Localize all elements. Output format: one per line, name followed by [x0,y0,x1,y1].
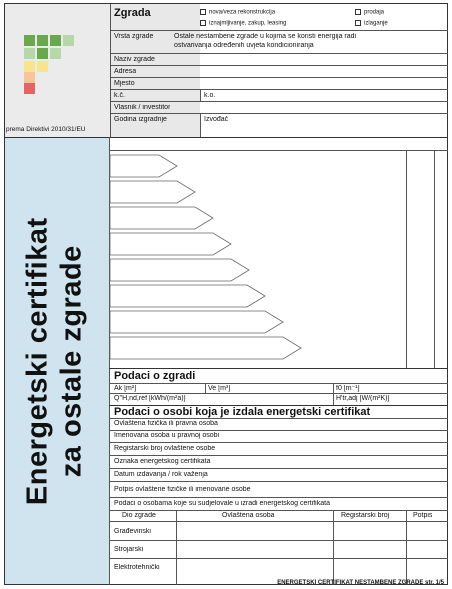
title-line-1: Energetski certifikat [21,217,54,505]
checkbox-nova[interactable]: nova/veza rekonstrukcija [200,9,275,16]
energy-class-arrow [110,207,213,229]
checkbox-prodaja[interactable]: prodaja [355,9,384,16]
osobi-row: Oznaka energetskog certifikata [114,458,211,465]
directive-label: prema Direktivi 2010/31/EU [6,126,86,133]
checkbox-box[interactable] [355,9,361,15]
energy-class-arrow [110,337,301,359]
energy-class-arrow [110,181,195,203]
godina-label: Godina izgradnje [114,116,167,123]
osobi-row: Ovlaštena fizička ili pravna osoba [114,420,218,427]
adresa-label: Adresa [114,68,137,75]
osobi-row: Registarski broj ovlaštene osobe [114,445,216,452]
energy-class-arrow [110,311,283,333]
vlasnik-label: Vlasnik / investitor [114,104,171,111]
ko-label: k.o. [204,92,216,99]
osobi-row: Imenovana osoba u pravnoj osobi [114,432,220,439]
energy-scale-arrows [109,150,406,368]
page-footer: ENERGETSKI CERTIFIKAT NESTAMBENE ZGRADE str. 1/5 [277,580,444,586]
kc-label: k.č. [114,92,125,99]
f0-label: f0 [m⁻¹] [336,385,360,392]
logo-panel [5,4,110,137]
logo-square [24,48,35,59]
logo-square [50,48,61,59]
naziv-label: Naziv zgrade [114,56,155,63]
table-row: Elektrotehnički [114,564,160,571]
logo-square [37,35,48,46]
title-line-2: za ostale zgrade [56,244,89,478]
table-header: Potpis [413,512,433,519]
energy-class-arrow [110,233,231,255]
vrsta-label: Vrsta zgrade [114,33,154,40]
osobi-row: Podaci o osobama koje su sudjelovale u izradi energetskog certifikata [114,500,330,507]
vrsta-text-2: ostvarivanja određenih uvjeta kondicioniranja [174,42,314,49]
checkbox-box[interactable] [200,20,206,26]
podaci-zgradi-title: Podaci o zgradi [114,370,196,382]
logo-square [24,72,35,83]
logo-square [37,48,48,59]
table-header: Ovlaštena osoba [222,512,275,519]
table-row: Građevinski [114,528,151,535]
table-row: Strojarski [114,546,144,553]
table-header: Dio zgrade [122,512,156,519]
checkbox-izlaganje[interactable]: izlaganje [355,20,388,27]
energy-class-arrow [110,259,249,281]
logo-square [37,61,48,72]
podaci-osobi-title: Podaci o osobi koja je izdala energetski certifikat [114,406,371,418]
logo-square [63,35,74,46]
checkbox-box[interactable] [200,9,206,15]
logo-square [24,35,35,46]
checkbox-box[interactable] [355,20,361,26]
energy-class-arrow [110,285,265,307]
logo-square [24,61,35,72]
osobi-row: Potpis ovlaštene fizičke ili imenovane osobe [114,486,251,493]
vrsta-text-1: Ostale nestambene zgrade u kojima se koristi energija radi [174,33,357,40]
logo-square [24,83,35,94]
logo-square [50,35,61,46]
mjesto-label: Mjesto [114,80,135,87]
zgrada-label: Zgrada [114,7,151,19]
table-header: Registarski broj [341,512,390,519]
q-label: Q''H,nd,ref [kWh/(m²a)] [114,395,186,402]
ak-label: Ak [m²] [114,385,137,392]
osobi-row: Datum izdavanja / rok važenja [114,471,208,478]
izvodac-label: Izvođač [204,116,229,123]
energy-class-arrow [110,155,177,177]
ve-label: Ve [m³] [208,385,231,392]
vertical-title [5,138,105,584]
htr-label: H'tr,adj [W/(m²K)] [336,395,390,402]
checkbox-iznajmljivanje[interactable]: iznajmljivanje, zakup, leasing [200,20,286,27]
